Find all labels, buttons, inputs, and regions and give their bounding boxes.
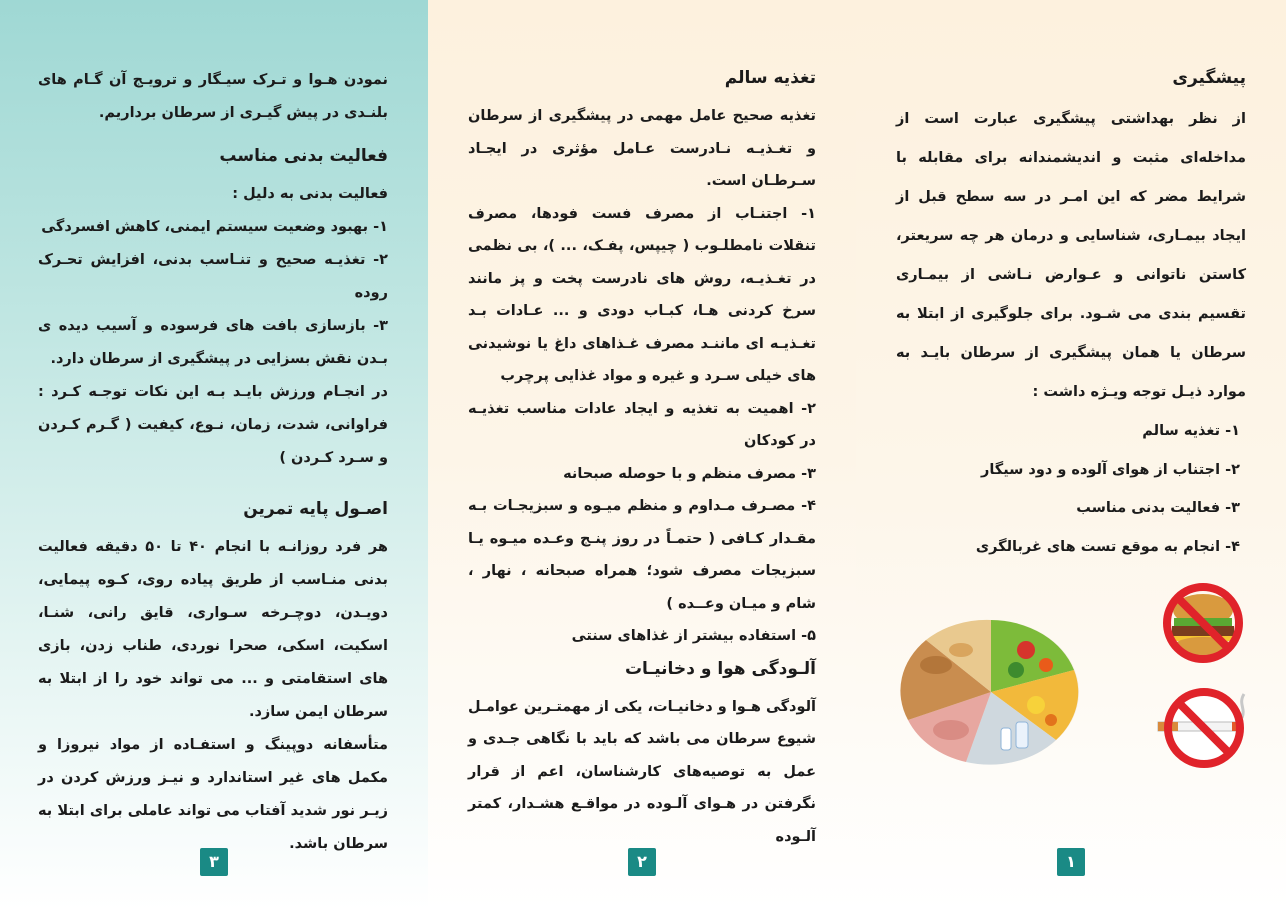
heading-prevention: پیشگیری — [1172, 68, 1246, 88]
physical-activity-item-3: ۳- بازسازی بافت های فرسوده و آسیب دیده ی بـدن نقش بسزایی در پیشگیری از سرطان دارد. — [38, 318, 388, 367]
nutrition-item-3: ۳- مصرف منظم و با حوصله صبحانه — [563, 465, 816, 482]
panel-page-1 — [856, 0, 1286, 910]
heading-physical-activity: فعالیت بدنی مناسب — [219, 146, 388, 166]
physical-activity-notes: در انجـام ورزش بایـد بـه این نکات توجـه کـرد : فراوانی، شدت، زمان، نـوع، کیفیت ( گـرم کـردن و سـرد کـردن ) — [38, 384, 388, 466]
nutrition-item-4: ۴- مصـرف مـداوم و منظم میـوه و سبزیجـات بـه مقـدار کـافی ( حتمـاً در روز پنـج وعـده میـوه یـا سبزیجات مصرف شود؛ همراه صبحانه ، نهار ، شام و میـان وعــده ) — [468, 498, 816, 612]
no-smoking-icon — [1154, 678, 1250, 774]
nutrition-item-1: ۱- اجتنـاب از مصرف فست فودها، مصرف تنقلات نامطلـوب ( چیپس، پفـک، ... )، بی نظمی در تغـذیـه، روش های نادرست پخت و پز مانند سرخ کردنی هـا، کبـاب دودی و ... عـادات بـد تغـذیـه ای ماننـد مصرف غـذاهای داغ یا نوشیدنی های خیلی سـرد و غیره و مواد غذایی پرچرب — [468, 205, 816, 384]
page-number-badge: ۳ — [200, 848, 228, 876]
exercise-principles-text: هر فرد روزانـه با انجام ۴۰ تا ۵۰ دقیقه فعالیت بدنی منـاسب از طریق پیاده روی، کـوه پیمایی، دویـدن، دوچـرخه سـواری، قایق رانی، شنـا، اسکیت، اسکی، صحرا نوردی، طناب زدن، بازی های استقامتی و ... می تواند خود را از ابتلا به سرطان ایمن سازد. — [38, 539, 388, 720]
heading-air-pollution: آلـودگی هوا و دخانیـات — [624, 658, 816, 679]
air-pollution-text: آلودگی هـوا و دخانیـات، یکی از مهمتـرین عوامـل شیوع سرطان می باشد که باید با نگاهی جـدی و عمل به توصیه‌های کارشناسان، اعم از قرار نگرفتن در هـوای آلـوده در مواقـع هشـدار، کمتر آلـوده — [467, 698, 816, 845]
physical-activity-lead: فعالیت بدنی به دلیل : — [232, 186, 388, 202]
nutrition-intro: تغذیه صحیح عامل مهمی در پیشگیری از سرطان و تغـذیـه نـادرست عـامل مؤثری در ایجـاد سـرطـان است. — [468, 108, 816, 189]
heading-exercise-principles: اصـول پایه تمرین — [243, 499, 388, 519]
no-fastfood-icon — [1160, 580, 1246, 666]
healthy-food-plate-icon — [896, 610, 1086, 770]
heading-healthy-nutrition: تغذیه سالم — [724, 68, 816, 88]
prevention-item-4: ۴- انجام به موقع تست های غربالگری — [975, 538, 1240, 555]
prevention-item-1: ۱- تغذیه سالم — [1142, 423, 1240, 439]
page-number-badge: ۲ — [628, 848, 656, 876]
nutrition-item-5: ۵- استفاده بیشتر از غذاهای سنتی — [571, 628, 816, 644]
panel3-intro: نمودن هـوا و تـرک سیـگار و ترویـج آن گـام های بلنـدی در پیش گیـری از سرطان برداریم. — [38, 72, 388, 121]
illustrations — [896, 580, 1246, 780]
doping-warning-text: متأسفانه دوپینگ و استفـاده از مواد نیروزا و مکمل های غیر استاندارد و نیـز ورزش کردن در زیـر نور شدید آفتاب می تواند عاملی برای ابتلا به سرطان باشد. — [38, 737, 388, 852]
panel-page-2 — [428, 0, 856, 910]
prevention-item-3: ۳- فعالیت بدنی مناسب — [1076, 500, 1240, 516]
physical-activity-item-2: ۲- تغذیـه صحیح و تنـاسب بدنی، افزایش تحـرک روده — [38, 252, 388, 301]
nutrition-item-2: ۲- اهمیت به تغذیه و ایجاد عادات مناسب تغذیـه در کودکان — [468, 400, 816, 449]
panel-page-3 — [0, 0, 428, 910]
physical-activity-item-1: ۱- بهبود وضعیت سیستم ایمنی، کاهش افسردگی — [41, 219, 388, 235]
prevention-item-2: ۲- اجتناب از هوای آلوده و دود سیگار — [980, 461, 1240, 478]
page-number-badge: ۱ — [1057, 848, 1085, 876]
prevention-text: از نظر بهداشتی پیشگیری عبارت است از مداخله‌ای مثبت و اندیشمندانه برای مقابله با شرایط مضر که این امـر در سه سطح قبل از ایجاد بیمـاری، شناسایی و درمان هر چه سریعتر، کاستن ناتوانی و عـوارض نـاشی از بیمـاری تقسیم بندی می شـود. برای جلوگیری از ابتلا به سرطان یا همان پیشگیری از سرطان بایـد به موارد ذیـل توجه ویـژه داشت : — [896, 111, 1246, 400]
